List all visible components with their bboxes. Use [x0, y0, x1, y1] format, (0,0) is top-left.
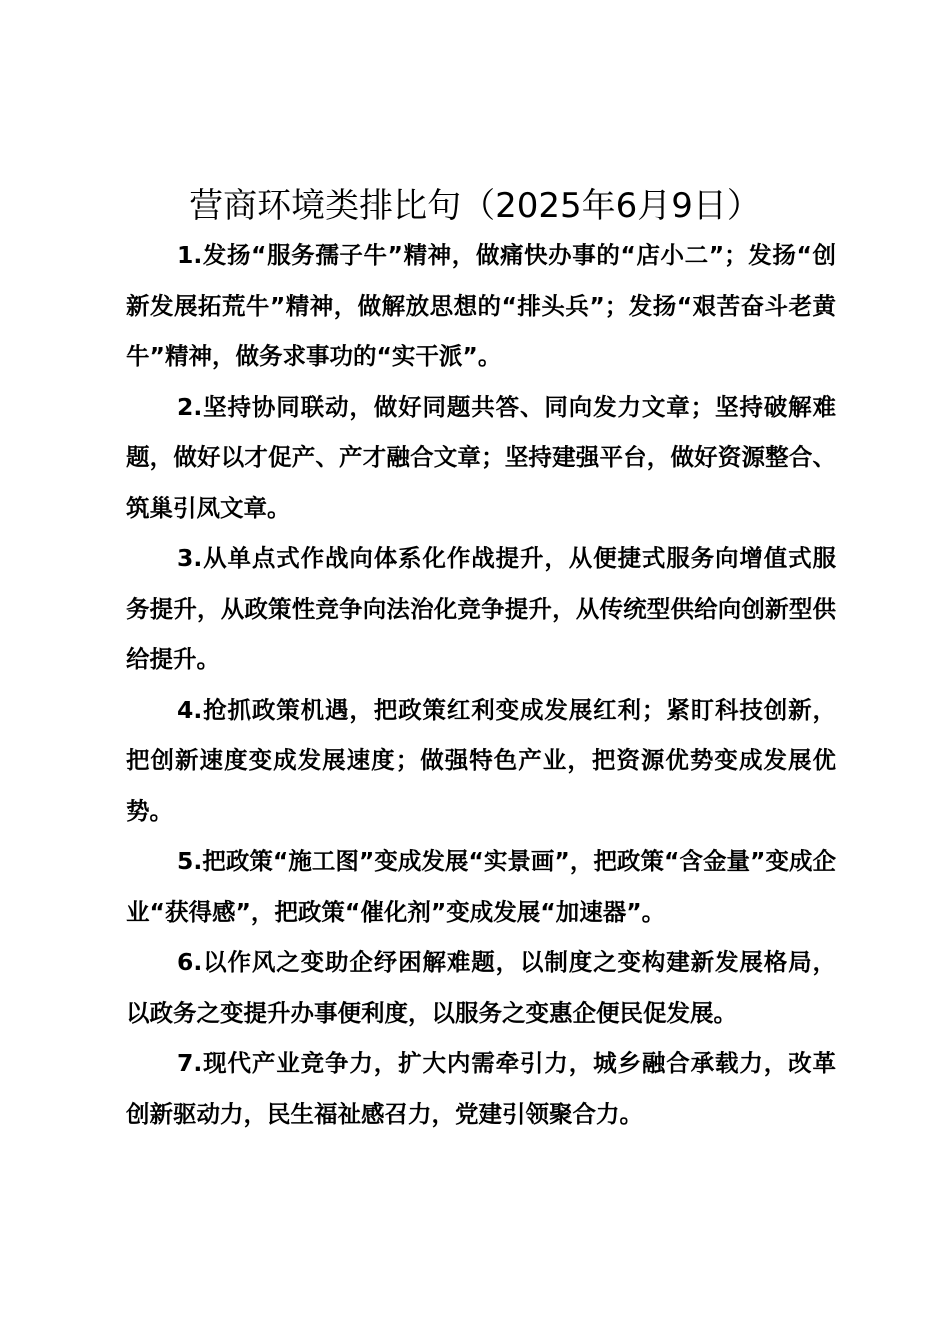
paragraph-5: 5.把政策“施工图”变成发展“实景画”，把政策“含金量”变成企业“获得感”，把政策“催化剂”变成发展“加速器”。	[126, 847, 836, 926]
document-body	[126, 230, 836, 1139]
paragraph-3: 3.从单点式作战向体系化作战提升，从便捷式服务向增值式服务提升，从政策性竞争向法治化竞争提升，从传统型供给向创新型供给提升。	[126, 544, 836, 673]
paragraph-1: 1.发扬“服务孺子牛”精神，做痛快办事的“店小二”；发扬“创新发展拓荒牛”精神，做解放思想的“排头兵”；发扬“艰苦奋斗老黄牛”精神，做务求事功的“实干派”。	[126, 241, 836, 370]
paragraph-4: 4.抢抓政策机遇，把政策红利变成发展红利；紧盯科技创新，把创新速度变成发展速度；做强特色产业，把资源优势变成发展优势。	[126, 695, 836, 825]
paragraph-6: 6.以作风之变助企纾困解难题，以制度之变构建新发展格局，以政务之变提升办事便利度，以服务之变惠企便民促发展。	[126, 948, 836, 1027]
document-title: 营商环境类排比句（2025年6月9日）	[189, 186, 761, 226]
paragraph-2: 2.坚持协同联动，做好同题共答、同向发力文章；坚持破解难题，做好以才促产、产才融合文章；坚持建强平台，做好资源整合、筑巢引凤文章。	[126, 392, 836, 522]
paragraph-7: 7.现代产业竞争力，扩大内需牵引力，城乡融合承载力，改革创新驱动力，民生福祉感召力，党建引领聚合力。	[126, 1049, 836, 1128]
